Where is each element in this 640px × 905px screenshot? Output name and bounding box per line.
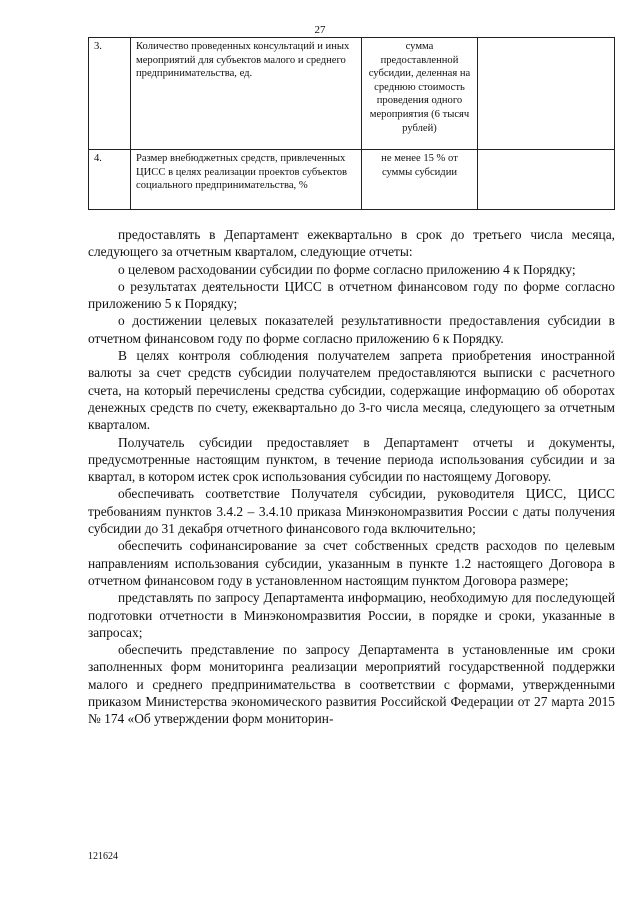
row-number: 4.: [89, 150, 131, 210]
indicator-value: сумма предоставленной субсидии, деленная на среднюю стоимость проведения одного мероприятия (6 тысяч рублей): [362, 38, 478, 150]
table-row: [89, 150, 615, 210]
indicator-extra: [478, 150, 615, 210]
indicator-name: Количество проведенных консультаций и иных мероприятий для субъектов малого и среднего предпринимательства, ед.: [131, 38, 362, 150]
paragraph: предоставлять в Департамент ежеквартально в срок до третьего числа месяца, следующего за отчетным кварталом, следующие отчеты:: [88, 227, 615, 260]
table-row: [89, 38, 615, 150]
indicator-value: не менее 15 % от суммы субсидии: [362, 150, 478, 210]
paragraph: обеспечить представление по запросу Департамента в установленные им сроки заполненных форм мониторинга реализации мероприятий государственной поддержки малого и среднего предпринимательства в соответствии с формами, утвержденными приказом Министерства экономического развития Российской Федерации от 27 марта 2015 № 174 «Об утверждении форм мониторин-: [88, 642, 615, 727]
paragraph: о достижении целевых показателей результативности предоставления субсидии в отчетном финансовом году по форме согласно приложению 6 к Порядку.: [88, 313, 615, 346]
paragraph: Получатель субсидии предоставляет в Департамент отчеты и документы, предусмотренные настоящим пунктом, в течение периода использования субсидии и за квартал, в котором истек срок использования субсидии по настоящему Договору.: [88, 434, 615, 485]
paragraph: о целевом расходовании субсидии по форме согласно приложению 4 к Порядку;: [118, 261, 576, 277]
footer-code: 121624: [88, 851, 118, 862]
indicators-table: [88, 37, 615, 210]
page-number: 27: [314, 24, 326, 36]
paragraph: обеспечить софинансирование за счет собственных средств расходов по целевым направлениям использования субсидии, указанным в пункте 1.2 настоящего Договора в отчетном финансовом году в установленном настоящим пунктом Договора размере;: [88, 538, 615, 588]
row-number: 3.: [89, 38, 131, 150]
document-body: [88, 226, 615, 728]
paragraph: В целях контроля соблюдения получателем запрета приобретения иностранной валюты за счет средств субсидии получателем предоставляются выписки с расчетного счета, на который перечислены средства субсидии, содержащие информацию об оборотах денежных средств по счету, ежеквартально до 3-го числа месяца, следующего за отчетным кварталом.: [88, 348, 615, 433]
paragraph: о результатах деятельности ЦИСС в отчетном финансовом году по форме согласно приложению 5 к Порядку;: [88, 278, 615, 312]
paragraph: обеспечивать соответствие Получателя субсидии, руководителя ЦИСС, ЦИСС требованиям пунктов 3.4.2 – 3.4.10 приказа Минэкономразвития России с даты получения субсидии до 31 декабря отчетного финансового года включительно;: [88, 486, 615, 537]
paragraph: представлять по запросу Департамента информацию, необходимую для последующей подготовки отчетности в Минэкономразвития России, в порядке и сроки, указанные в запросах;: [88, 590, 615, 640]
indicator-name: Размер внебюджетных средств, привлеченных ЦИСС в целях реализации проектов субъектов социального предпринимательства, %: [131, 150, 362, 210]
indicator-extra: [478, 38, 615, 150]
